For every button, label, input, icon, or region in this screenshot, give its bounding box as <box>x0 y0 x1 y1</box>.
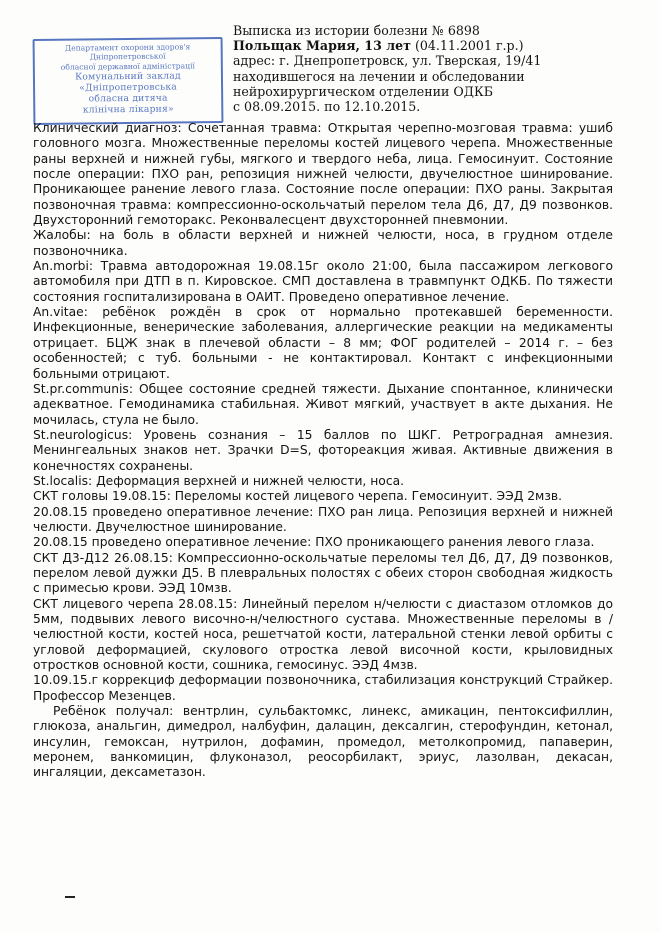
ct-face: СКТ лицевого черепа 28.08.15: Линейный перелом н/челюсти с диастазом отломков до 5мм, подвывих левого височно-н/челюстного сустава. Множественные переломы в /челюстной кости, костей носа, решетчатой кости, латеральной стенки левой орбиты с угловой деформацией, скулового отростка левой височной кости, крыловидных отростков основной кости, сошника, гемосинус. ЭЭД 4мзв. <box>33 596 613 673</box>
document-title: Выписка из истории болезни № 6898 <box>233 23 480 38</box>
birth-date: (04.11.2001 г.р.) <box>414 38 524 54</box>
stamp-line: Дніпропетровської <box>89 52 166 62</box>
stamp-line: «Дніпропетровська <box>79 81 177 94</box>
stamp-line: обласна дитяча <box>88 92 168 105</box>
document-body <box>33 121 613 781</box>
document-header <box>233 23 643 114</box>
status-localis: St.localis: Деформация верхней и нижней челюсти, носа. <box>33 473 405 488</box>
page-mark <box>65 896 75 898</box>
stamp-line: Департамент охорони здоров'я <box>64 42 191 53</box>
stamp-line: обласної державної адміністрації <box>60 61 195 72</box>
anamnesis-morbi: An.morbi: Травма автодорожная 19.08.15г около 21:00, была пассажиром легкового автомобиля при ДТП в п. Кировское. СМП доставлена в травмпункт ОДКБ. По тяжести состояния госпитализирована в ОАИТ. Проведено оперативное лечение. <box>33 259 613 304</box>
complaints: Жалобы: на боль в области верхней и нижней челюсти, носа, в грудном отделе позвоночника. <box>33 228 613 258</box>
clinical-diagnosis: Клинический диагноз: Сочетанная травма: Открытая черепно-мозговая травма: ушиб головного мозга. Множественные переломы костей лицевого черепа. Множественные раны верхней и нижней губы, мягкого и твердого неба, лица. Гемосинуит. Состояние после операции: ПХО ран, репозиция нижней челюсти, двучелюстное шинирование. Проникающее ранение левого глаза. Состояние после операции: ПХО раны. Закрытая позвоночная травма: компрессионно-оскольчатый перелом тела Д6, Д7, Д9 позвонков. Двухсторонний гемоторакс. Реконвалесцент двухсторонней пневмонии. <box>33 121 613 228</box>
patient-line <box>233 38 643 53</box>
header-line-5: нейрохирургическом отделении ОДКБ <box>233 83 493 99</box>
patient-name: Польщак Мария, 13 лет <box>233 38 411 54</box>
status-communis: St.pr.communis: Общее состояние средней тяжести. Дыхание спонтанное, клинически адекватное. Гемодинамика стабильная. Живот мягкий, участвует в акте дыхания. Не мочилась, стула не было. <box>33 381 613 427</box>
stamp-line: Комунальний заклад <box>75 70 181 83</box>
medications: Ребёнок получал: вентрлин, сульбактомкс, линекс, амикацин, пентоксифиллин, глюкоза, анальгин, димедрол, налбуфин, далацин, дексалгин, стерофундин, кетонал, инсулин, гемоксан, нутрилон, дофамин, промедол, метолкопромид, папаверин, меронем, ванкомицин, флуконазол, реосорбилакт, эриус, лазолван, декасан, ингаляции, дексаметазон. <box>33 704 613 780</box>
anamnesis-vitae: An.vitae: ребёнок рождён в срок от нормально протекавшей беременности. Инфекционные, венерические заболевания, аллергические реакции на медикаменты отрицает. БЦЖ знак в плечевой области – 8 мм; ФОГ родителей – 2014 г. – без особенностей; с туб. больными - не контактировал. Контакт с инфекционными больными отрицают. <box>33 305 613 381</box>
ct-head: СКТ головы 19.08.15: Переломы костей лицевого черепа. Гемосинуит. ЭЭД 2мзв. <box>33 489 563 504</box>
stay-period: с 08.09.2015. по 12.10.2015. <box>233 99 421 115</box>
ct-spine: СКТ Д3-Д12 26.08.15: Компрессионно-оскольчатые переломы тел Д6, Д7, Д9 позвонков, перелом левой дужки Д5. В плевральных полостях с обеих сторон свободная жидкость с примесью крови. ЭЭД 10мзв. <box>33 550 613 596</box>
spine-correction: 10.09.15.г коррекциф деформации позвоночника, стабилизация конструкций Страйкер. Профессор Мезенцев. <box>33 673 613 703</box>
surgery-2: 20.08.15 проведено оперативное лечение: ПХО проникающего ранения левого глаза. <box>33 535 595 550</box>
surgery-1: 20.08.15 проведено оперативное лечение: ПХО ран лица. Репозиция верхней и нижней челюсти. Двучелюстное шинирование. <box>33 504 613 534</box>
status-neurologicus: St.neurologicus: Уровень сознания – 15 баллов по ШКГ. Ретроградная амнезия. Менингеальных знаков нет. Зрачки D=S, фотореакция живая. Активные движения в конечностях сохранены. <box>33 427 613 473</box>
header-line-4: находившегося на лечении и обследовании <box>233 68 525 84</box>
patient-address: адрес: г. Днепропетровск, ул. Тверская, 19/41 <box>233 53 542 69</box>
stamp-line: клінічна лікарня» <box>82 103 174 116</box>
hospital-stamp <box>33 37 224 125</box>
